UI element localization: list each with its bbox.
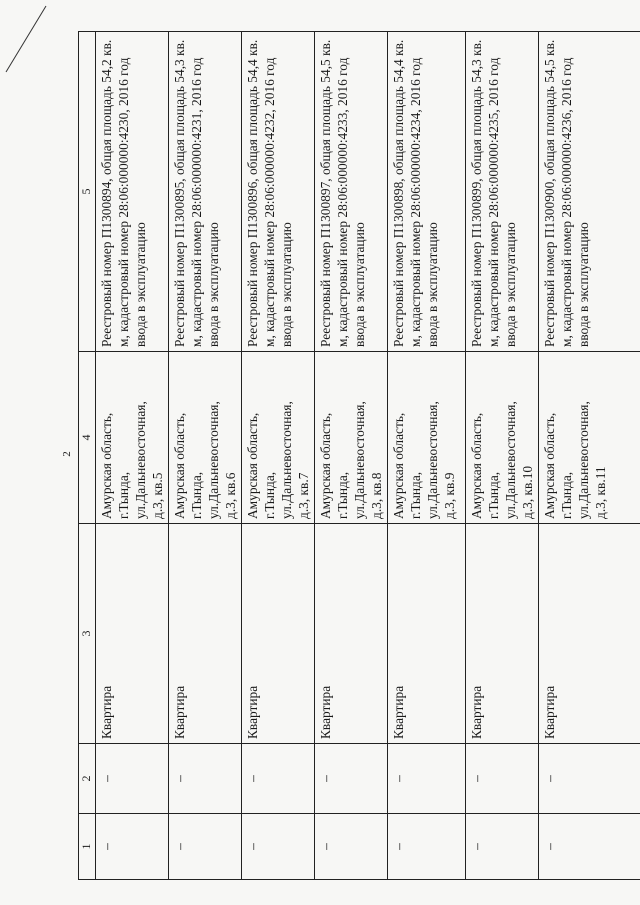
- address-line: г.Тында,: [408, 471, 423, 519]
- cell-description: Реестровый номер П1300897, общая площадь 54,5 кв. м, кадастровый номер 28:06:000000:4233, 2016 год ввода в эксплуатацию: [315, 32, 388, 352]
- header-col-1: 1: [79, 814, 96, 880]
- address-line: Амурская область,: [245, 412, 260, 519]
- pen-stroke-mark: [0, 0, 60, 80]
- cell-type: Квартира: [169, 524, 242, 744]
- cell-description: Реестровый номер П1300895, общая площадь 54,3 кв. м, кадастровый номер 28:06:000000:4231, 2016 год ввода в эксплуатацию: [169, 32, 242, 352]
- cell-type: Квартира: [242, 524, 315, 744]
- table-row: [388, 32, 466, 880]
- address-line: Амурская область,: [542, 412, 557, 519]
- table-row: [169, 32, 242, 880]
- cell-col-2: –: [466, 744, 539, 814]
- cell-description: Реестровый номер П1300894, общая площадь 54,2 кв. м, кадастровый номер 28:06:000000:4230, 2016 год ввода в эксплуатацию: [96, 32, 169, 352]
- cell-type: Квартира: [539, 524, 640, 744]
- address-line: ул.Дальневосточная,: [503, 401, 518, 519]
- cell-col-1: –: [169, 814, 242, 880]
- address-line: Амурская область,: [391, 412, 406, 519]
- cell-description: Реестровый номер П1300899, общая площадь 54,3 кв. м, кадастровый номер 28:06:000000:4235, 2016 год ввода в эксплуатацию: [466, 32, 539, 352]
- address-line: г.Тында,: [335, 471, 350, 519]
- header-col-2: 2: [79, 744, 96, 814]
- address-line: д.3, кв.5: [150, 472, 165, 519]
- table-row: [539, 32, 640, 880]
- cell-col-2: –: [388, 744, 466, 814]
- cell-description: Реестровый номер П1300900, общая площадь 54,5 кв. м, кадастровый номер 28:06:000000:4236, 2016 год ввода в эксплуатацию: [539, 32, 640, 352]
- address-line: ул.Дальневосточная,: [576, 401, 591, 519]
- address-line: Амурская область,: [99, 412, 114, 519]
- cell-col-1: –: [315, 814, 388, 880]
- cell-address: [466, 352, 539, 524]
- cell-address: [169, 352, 242, 524]
- cell-type: Квартира: [388, 524, 466, 744]
- cell-type: Квартира: [466, 524, 539, 744]
- table-row: [315, 32, 388, 880]
- cell-col-2: –: [539, 744, 640, 814]
- cell-col-2: –: [242, 744, 315, 814]
- address-line: д.3, кв.6: [223, 472, 238, 519]
- address-line: ул.Дальневосточная,: [425, 401, 440, 519]
- address-line: г.Тында,: [262, 471, 277, 519]
- cell-address: [242, 352, 315, 524]
- address-line: г.Тында,: [116, 471, 131, 519]
- table-row: [466, 32, 539, 880]
- address-line: г.Тында,: [559, 471, 574, 519]
- address-line: ул.Дальневосточная,: [352, 401, 367, 519]
- address-line: г.Тында,: [486, 471, 501, 519]
- page-number: 2: [60, 451, 73, 457]
- cell-col-1: –: [539, 814, 640, 880]
- address-line: ул.Дальневосточная,: [206, 401, 221, 519]
- rotated-table-container: [78, 32, 640, 880]
- address-line: д.3, кв.7: [296, 472, 311, 519]
- table-row: [242, 32, 315, 880]
- cell-address: [315, 352, 388, 524]
- header-row: [79, 32, 96, 880]
- property-table: [78, 31, 640, 880]
- cell-address: [96, 352, 169, 524]
- header-col-5: 5: [79, 32, 96, 352]
- cell-address: [539, 352, 640, 524]
- cell-type: Квартира: [96, 524, 169, 744]
- address-line: ул.Дальневосточная,: [133, 401, 148, 519]
- cell-col-2: –: [96, 744, 169, 814]
- address-line: д.3, кв.11: [593, 466, 608, 519]
- header-col-3: 3: [79, 524, 96, 744]
- address-line: г.Тында,: [189, 471, 204, 519]
- table-row: [96, 32, 169, 880]
- address-line: Амурская область,: [469, 412, 484, 519]
- header-col-4: 4: [79, 352, 96, 524]
- cell-col-1: –: [466, 814, 539, 880]
- address-line: д.3, кв.8: [369, 472, 384, 519]
- cell-col-1: –: [388, 814, 466, 880]
- address-line: Амурская область,: [318, 412, 333, 519]
- cell-address: [388, 352, 466, 524]
- address-line: д.3, кв.10: [520, 465, 535, 519]
- address-line: д.3, кв.9: [442, 472, 457, 519]
- cell-type: Квартира: [315, 524, 388, 744]
- address-line: Амурская область,: [172, 412, 187, 519]
- cell-col-1: –: [96, 814, 169, 880]
- cell-col-2: –: [315, 744, 388, 814]
- cell-col-2: –: [169, 744, 242, 814]
- address-line: ул.Дальневосточная,: [279, 401, 294, 519]
- cell-description: Реестровый номер П1300898, общая площадь 54,4 кв. м, кадастровый номер 28:06:000000:4234, 2016 год ввода в эксплуатацию: [388, 32, 466, 352]
- cell-description: Реестровый номер П1300896, общая площадь 54,4 кв. м, кадастровый номер 28:06:000000:4232, 2016 год ввода в эксплуатацию: [242, 32, 315, 352]
- cell-col-1: –: [242, 814, 315, 880]
